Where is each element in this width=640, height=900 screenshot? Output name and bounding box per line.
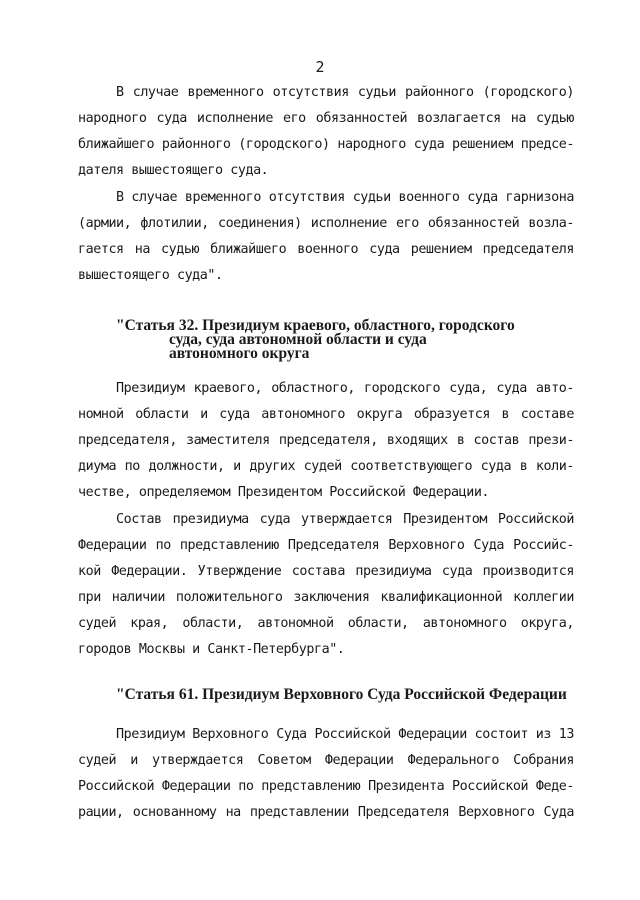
paragraph-5 [78,722,574,826]
text-line: при наличии положительного заключения квалификационной коллегии [78,590,574,605]
text-line: кой Федерации. Утверждение состава президиума суда производится [78,564,574,579]
heading-line: суда, суда автономной области и суда [169,331,427,348]
text-line: Президиум краевого, областного, городского суда, суда авто- [116,381,574,396]
text-line: дателя вышестоящего суда. [78,163,269,178]
paragraph-1 [78,80,574,184]
text-line: номной области и суда автономного округа образуется в составе [78,407,574,422]
paragraph-4 [78,507,574,663]
text-line: городов Москвы и Санкт-Петербурга". [78,642,345,657]
text-line: Федерации по представлению Председателя Верховного Суда Российс- [78,538,574,553]
heading-line: автономного округа [169,345,310,362]
page-number: 2 [315,58,325,76]
text-line: председателя, заместителя председателя, входящих в состав прези- [78,433,574,448]
text-line: вышестоящего суда". [78,268,223,283]
text-line: Состав президиума суда утверждается Президентом Российской [116,512,574,527]
text-line: судей и утверждается Советом Федерации Федерального Собрания [78,753,574,768]
text-line: В случае временного отсутствия судьи военного суда гарнизона [116,190,574,205]
text-line: гается на судью ближайшего военного суда решением председателя [78,242,574,257]
paragraph-3 [78,376,574,506]
text-line: В случае временного отсутствия судьи районного (городского) [116,85,574,100]
text-line: ближайшего районного (городского) народного суда решением предсе- [78,137,574,152]
text-line: Президиум Верховного Суда Российской Федерации состоит из 13 [116,727,574,742]
article-32-heading [116,319,515,361]
text-line: честве, определяемом Президентом Российской Федерации. [78,485,490,500]
heading-line: "Статья 32. Президиум краевого, областного, городского [116,317,515,334]
text-line: судей края, области, автономной области, автономного округа, [78,616,574,631]
text-line: Российской Федерации по представлению Президента Российской Феде- [78,779,574,794]
paragraph-2 [78,185,574,289]
heading-line: "Статья 61. Президиум Верховного Суда Российской Федерации [116,686,567,703]
text-line: народного суда исполнение его обязанностей возлагается на судью [78,111,574,126]
article-61-heading [116,688,567,702]
text-line: диума по должности, и других судей соответствующего суда в коли- [78,459,574,474]
text-line: (армии, флотилии, соединения) исполнение его обязанностей возла- [78,216,574,231]
text-line: рации, основанному на представлении Председателя Верховного Суда [78,805,574,820]
